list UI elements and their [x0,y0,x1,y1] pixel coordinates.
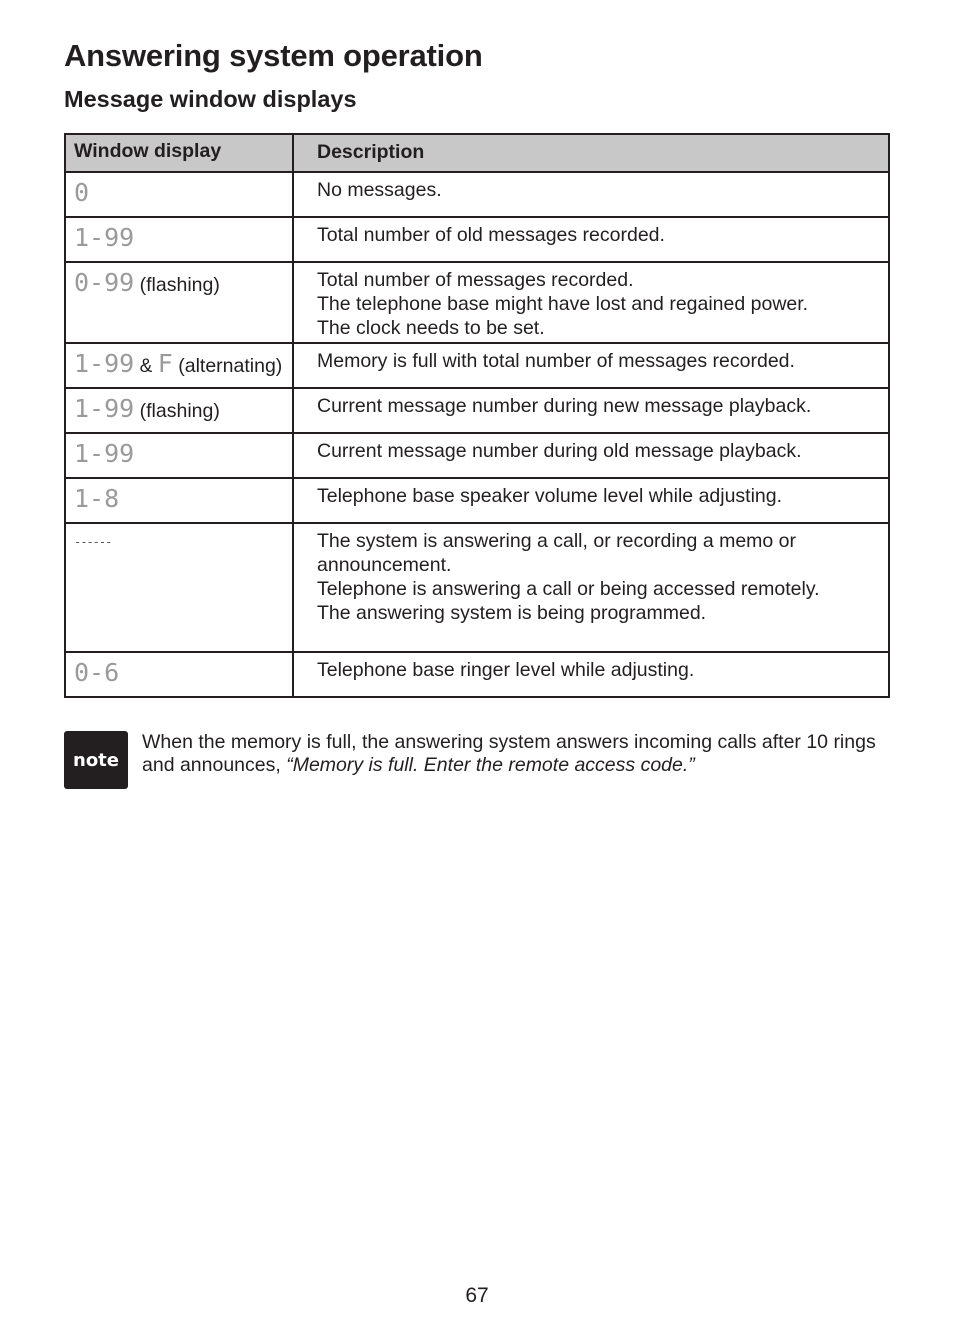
window-display-cell [65,388,293,433]
table-row [65,652,889,697]
description-cell [293,262,889,343]
window-display-cell [65,172,293,217]
description-line: Total number of old messages recorded. [317,224,665,246]
lcd-display-value: 1-99 [74,223,135,252]
page-number: 67 [465,1284,489,1307]
note-icon [64,731,128,789]
table-row [65,478,889,523]
window-display-cell [65,523,293,652]
lcd-display-value: 1-8 [74,484,120,513]
description-line: No messages. [317,179,442,201]
table-row [65,172,889,217]
note-quote: “Memory is full. Enter the remote access code.” [286,754,695,776]
description-cell [293,523,889,652]
lcd-display-value: 1-99 [74,349,135,378]
display-qualifier: (flashing) [139,400,220,422]
description-line: Telephone is answering a call or being accessed remotely. [317,578,820,600]
description-cell [293,343,889,388]
table-row [65,388,889,433]
table-row [65,262,889,343]
description-line: Telephone base ringer level while adjusting. [317,659,695,681]
description-cell [293,388,889,433]
description-line: The clock needs to be set. [317,317,545,339]
display-qualifier: (flashing) [139,274,220,296]
description-line: Memory is full with total number of messages recorded. [317,350,795,372]
description-cell [293,217,889,262]
lcd-display-value: ------ [74,535,112,549]
lcd-display-value: 1-99 [74,394,135,423]
table-body [65,172,889,697]
lcd-display-value: F [157,349,173,378]
table-row [65,217,889,262]
display-qualifier: & [139,356,153,377]
window-display-cell [65,433,293,478]
window-display-cell [65,217,293,262]
table-row [65,523,889,652]
column-header-window-display: Window display [65,134,293,172]
note-text [142,731,882,777]
section-title: Message window displays [64,86,357,112]
description-cell [293,433,889,478]
window-display-cell [65,652,293,697]
window-display-cell [65,343,293,388]
lcd-display-value: 1-99 [74,439,135,468]
page-title: Answering system operation [64,38,483,73]
description-line: Current message number during old message playback. [317,440,802,462]
description-cell [293,478,889,523]
lcd-display-value: 0-99 [74,268,135,297]
description-cell [293,172,889,217]
message-window-table [64,133,890,698]
table-row [65,343,889,388]
description-line: The system is answering a call, or recording a memo or announcement. [317,530,797,576]
description-line: Total number of messages recorded. [317,269,634,291]
display-qualifier: (alternating) [178,355,283,377]
lcd-display-value: 0 [74,178,90,207]
window-display-cell [65,478,293,523]
lcd-display-value: 0-6 [74,658,120,687]
description-line: Current message number during new message playback. [317,395,812,417]
description-line: The answering system is being programmed. [317,602,707,624]
window-display-cell [65,262,293,343]
column-header-description: Description [293,134,889,172]
description-cell [293,652,889,697]
note-label: note [73,749,119,771]
description-line: Telephone base speaker volume level while adjusting. [317,485,783,507]
table-row [65,433,889,478]
description-line: The telephone base might have lost and regained power. [317,293,809,315]
table-header-row [65,134,889,172]
note-body: When the memory is full, the answering system answers incoming calls after 10 rings and announces, [142,731,876,776]
